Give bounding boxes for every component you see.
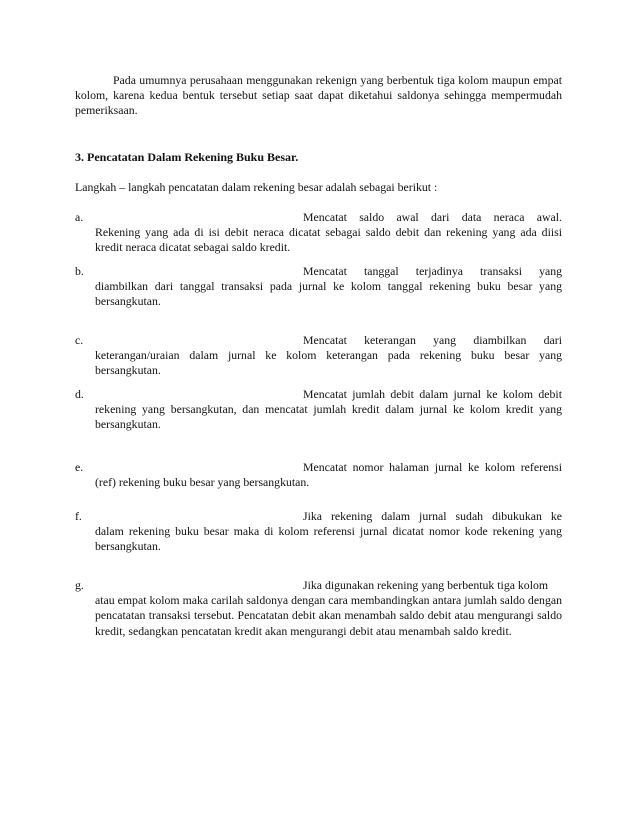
list-item-g — [75, 578, 562, 639]
list-letter: a. — [75, 210, 84, 224]
list-item-f — [75, 509, 562, 555]
list-item-text: (ref) rekening buku besar yang bersangkutan. — [95, 475, 310, 490]
list-item-first-line: Jika rekening dalam jurnal sudah dibukukan ke — [303, 509, 562, 523]
list-item-a — [75, 210, 562, 256]
list-item-first-line: Mencatat saldo awal dari data neraca awal. — [303, 210, 562, 224]
section-heading: 3. Pencatatan Dalam Rekening Buku Besar. — [75, 150, 299, 164]
list-item-e — [75, 460, 562, 490]
list-letter: b. — [75, 264, 84, 278]
list-item-text: Rekening yang ada di isi debit neraca dicatat sebagai saldo debit dan rekening yang ada diisi kredit neraca dicatat sebagai saldo kredit. — [95, 225, 562, 255]
list-item-text: dalam rekening buku besar maka di kolom referensi jurnal dicatat nomor kode rekening yang bersangkutan. — [95, 524, 562, 554]
list-item-c — [75, 333, 562, 379]
list-letter: g. — [75, 578, 84, 592]
list-item-first-line: Mencatat tanggal terjadinya transaksi yang — [303, 264, 562, 278]
list-letter: f. — [75, 509, 82, 523]
list-letter: d. — [75, 387, 84, 401]
list-item-b — [75, 264, 562, 310]
list-item-first-line: Jika digunakan rekening yang berbentuk tiga kolom — [303, 578, 549, 592]
list-item-text: diambilkan dari tanggal transaksi pada jurnal ke kolom tanggal rekening buku besar yang bersangkutan. — [95, 279, 562, 309]
list-item-text: rekening yang bersangkutan, dan mencatat jumlah kredit dalam jurnal ke kolom kredit yang bersangkutan. — [95, 402, 562, 432]
list-letter: e. — [75, 460, 84, 474]
list-item-first-line: Mencatat keterangan yang diambilkan dari — [303, 333, 562, 347]
list-item-text: keterangan/uraian dalam jurnal ke kolom keterangan pada rekening buku besar yang bersangkutan. — [95, 348, 562, 378]
list-item-first-line: Mencatat nomor halaman jurnal ke kolom referensi — [303, 460, 562, 474]
list-letter: c. — [75, 333, 84, 347]
lead-sentence: Langkah – langkah pencatatan dalam rekening besar adalah sebagai berikut : — [75, 180, 438, 194]
list-item-text: atau empat kolom maka carilah saldonya dengan cara membandingkan antara jumlah saldo dengan pencatatan transaksi tersebut. Pencatatan debit akan menambah saldo debit atau mengurangi saldo kredit, sedangkan pencatatan kredit akan mengurangi debit atau menambah saldo kredit. — [95, 593, 562, 638]
list-item-first-line: Mencatat jumlah debit dalam jurnal ke kolom debit — [303, 387, 562, 401]
list-item-d — [75, 387, 562, 433]
intro-paragraph: Pada umumnya perusahaan menggunakan rekenign yang berbentuk tiga kolom maupun empat kolom, karena kedua bentuk tersebut setiap saat dapat diketahui saldonya sehingga mempermudah pemeriksaan. — [75, 73, 562, 118]
